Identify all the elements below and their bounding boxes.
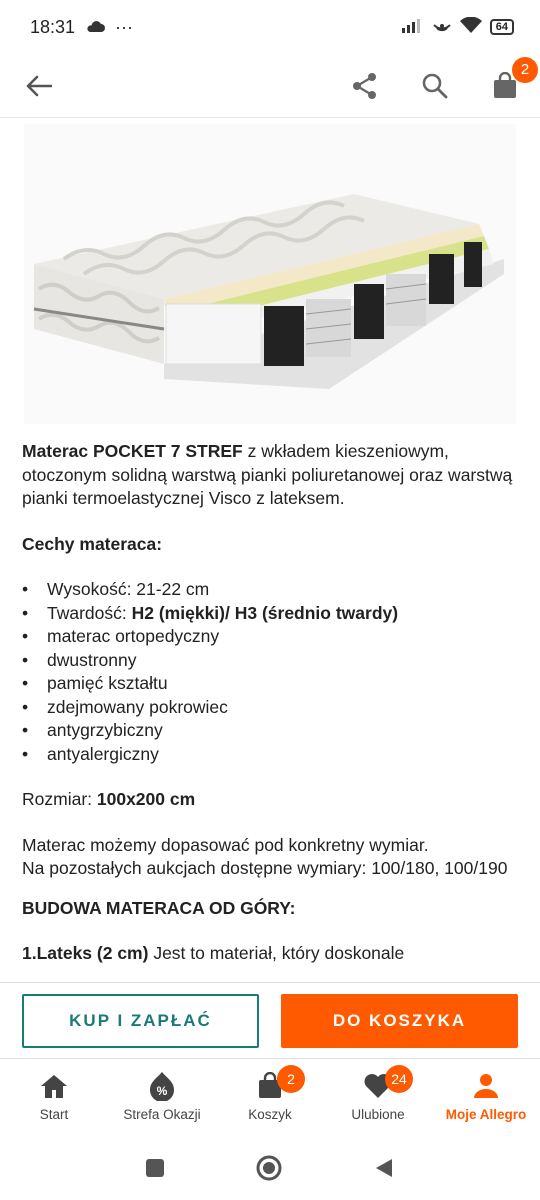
nav-label-favorites: Ulubione: [351, 1107, 405, 1122]
mattress-illustration: [24, 124, 516, 424]
list-item: • Twardość: H2 (miękki)/ H3 (średnio twardy): [22, 602, 522, 626]
back-system-button[interactable]: [373, 1157, 395, 1184]
person-icon: [471, 1071, 501, 1101]
list-item: • antyalergiczny: [22, 743, 522, 767]
nav-item-account[interactable]: [432, 1071, 540, 1122]
nav-label-account: Moje Allegro: [445, 1107, 527, 1122]
triangle-back-icon: [373, 1157, 395, 1179]
cart-button[interactable]: [488, 61, 530, 103]
arrow-back-icon: [26, 75, 52, 97]
nav-label-deals: Strefa Okazji: [123, 1107, 201, 1122]
add-to-cart-button[interactable]: DO KOSZYKA: [281, 994, 518, 1048]
home-button[interactable]: [255, 1154, 283, 1187]
layer-paragraph: 1.Lateks (2 cm) Jest to materiał, który doskonale: [22, 943, 405, 963]
list-item: • antygrzybiczny: [22, 719, 522, 743]
list-item: • Wysokość: 21-22 cm: [22, 578, 522, 602]
nav-item-favorites[interactable]: [324, 1071, 432, 1122]
share-icon: [351, 72, 379, 100]
list-item: • zdejmowany pokrowiec: [22, 696, 522, 720]
features-list: [22, 578, 522, 766]
back-button[interactable]: [22, 69, 56, 103]
cart-count-badge: 2: [512, 57, 538, 83]
system-navigation-bar: [0, 1140, 540, 1200]
nav-item-start[interactable]: [0, 1071, 108, 1122]
home-icon: [39, 1071, 69, 1101]
circle-icon: [255, 1154, 283, 1182]
app-header: [0, 54, 540, 118]
product-description: [22, 440, 522, 982]
status-bar: [0, 0, 540, 54]
share-button[interactable]: [348, 69, 382, 103]
nav-item-deals[interactable]: [108, 1071, 216, 1122]
recent-apps-button[interactable]: [145, 1158, 165, 1183]
custom-size-paragraph: Materac możemy dopasować pod konkretny wymiar. Na pozostałych aukcjach dostępne wymiary: 100/180, 100/190: [22, 834, 508, 878]
signal-icon: [402, 17, 424, 38]
search-button[interactable]: [418, 69, 452, 103]
bottom-navigation: [0, 1058, 540, 1140]
status-time: 18:31: [30, 16, 76, 37]
search-icon: [422, 73, 448, 99]
nav-item-cart[interactable]: [216, 1071, 324, 1122]
intro-text: z wkładem kieszeniowym, otoczonym solidną warstwą pianki poliuretanowej oraz warstwą pianki termoelastycznej Visco z lateksem.: [22, 441, 513, 508]
buy-now-button[interactable]: KUP I ZAPŁAĆ: [22, 994, 259, 1048]
nav-label-start: Start: [39, 1107, 69, 1122]
battery-icon: 64: [490, 19, 514, 35]
structure-title: BUDOWA MATERACA OD GÓRY:: [22, 897, 296, 918]
product-name: Materac POCKET 7 STREF: [22, 441, 243, 461]
more-notifications-icon: ···: [115, 16, 134, 37]
size-paragraph: Rozmiar: 100x200 cm: [22, 789, 196, 809]
intro-paragraph: [22, 440, 522, 511]
product-image[interactable]: [24, 124, 516, 424]
cloud-icon: [85, 17, 105, 38]
list-item: • pamięć kształtu: [22, 672, 522, 696]
features-title: Cechy materaca:: [22, 533, 163, 554]
list-item: • materac ortopedyczny: [22, 625, 522, 649]
hotspot-icon: [432, 16, 452, 39]
purchase-action-bar: [0, 982, 540, 1058]
list-item: • dwustronny: [22, 649, 522, 673]
favorites-badge: 24: [385, 1065, 413, 1093]
discount-tag-icon: [147, 1071, 177, 1101]
square-icon: [145, 1158, 165, 1178]
svg-text:%: %: [156, 1084, 168, 1098]
nav-label-cart: Koszyk: [248, 1107, 292, 1122]
heart-icon: [363, 1071, 407, 1101]
wifi-icon: [460, 17, 482, 38]
shopping-bag-icon: [255, 1071, 295, 1101]
cart-badge: 2: [277, 1065, 305, 1093]
